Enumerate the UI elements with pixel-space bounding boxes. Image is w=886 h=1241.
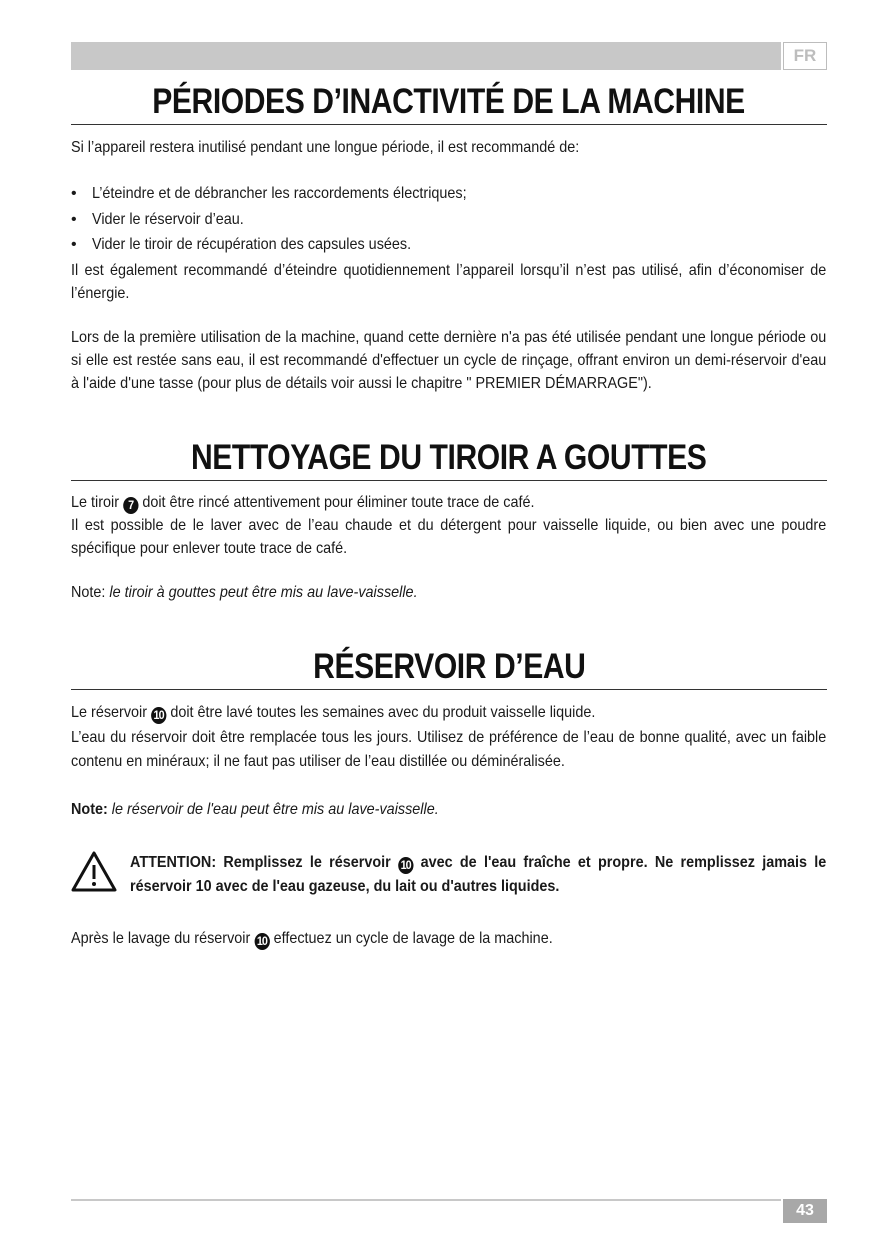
- part-number-10-icon: 10: [254, 933, 269, 950]
- part-number-7-icon: 7: [123, 497, 138, 514]
- drip-tray-wash-paragraph: Il est possible de le laver avec de l’eau chaude et du détergent pour vaisselle liquide, ou bien avec une poudre spécifique pour enlever toute trace de café.: [71, 517, 827, 557]
- language-badge: FR: [783, 42, 827, 70]
- section-title-drip-tray: NETTOYAGE DU TIROIR A GOUTTES: [71, 436, 827, 481]
- footer-line: [71, 1199, 781, 1201]
- list-item: • L’éteindre et de débrancher les raccordements électriques;: [71, 181, 827, 207]
- inactivity-bullet-list: [71, 181, 827, 258]
- section-title-inactivity: PÉRIODES D’INACTIVITÉ DE LA MACHINE: [71, 80, 827, 125]
- page-number: 43: [783, 1199, 827, 1223]
- inactivity-first-use-paragraph: Lors de la première utilisation de la machine, quand cette dernière n'a pas été utilisée pendant une longue période ou si elle est restée sans eau, il est recommandé d'effectuer un cycle de rinçage, offrant environ un demi-réservoir d'eau à l'aide d'une tasse (pour plus de détails voir aussi le chapitre " PREMIER DÉMARRAGE").: [71, 329, 827, 392]
- list-item: • Vider le réservoir d’eau.: [71, 207, 827, 233]
- water-tank-wash-line: Le réservoir 10 doit être lavé toutes les semaines avec du produit vaisselle liquide.: [71, 704, 596, 722]
- drip-tray-rinse-line: Le tiroir 7 doit être rincé attentivement pour éliminer toute trace de café.: [71, 494, 535, 512]
- inactivity-energy-paragraph: Il est également recommandé d’éteindre quotidiennement l’appareil lorsqu’il n’est pas utilisé, afin d’économiser de l’énergie.: [71, 262, 827, 302]
- warning-triangle-icon: [71, 850, 117, 892]
- part-number-10-icon: 10: [151, 707, 166, 724]
- section-title-water-tank: RÉSERVOIR D’EAU: [71, 645, 827, 690]
- header-bar: [71, 42, 781, 70]
- water-tank-replace-paragraph: L’eau du réservoir doit être remplacée tous les jours. Utilisez de préférence de l’eau de bonne qualité, avec un faible contenu en minéraux; il ne faut pas utiliser de l’eau distillée ou déminéralisée.: [71, 729, 827, 770]
- list-item: • Vider le tiroir de récupération des capsules usées.: [71, 232, 827, 258]
- part-number-10-icon: 10: [398, 857, 413, 874]
- warning-text: ATTENTION: Remplissez le réservoir 10 avec de l'eau fraîche et propre. Ne remplissez jamais le réservoir 10 avec de l'eau gazeuse, du lait ou d'autres liquides.: [130, 854, 827, 895]
- inactivity-intro: Si l’appareil restera inutilisé pendant une longue période, il est recommandé de:: [71, 139, 580, 156]
- after-wash-line: Après le lavage du réservoir 10 effectuez un cycle de lavage de la machine.: [71, 930, 553, 948]
- water-tank-note: Note: le réservoir de l'eau peut être mis au lave-vaisselle.: [71, 801, 439, 818]
- drip-tray-note: Note: le tiroir à gouttes peut être mis au lave-vaisselle.: [71, 584, 418, 601]
